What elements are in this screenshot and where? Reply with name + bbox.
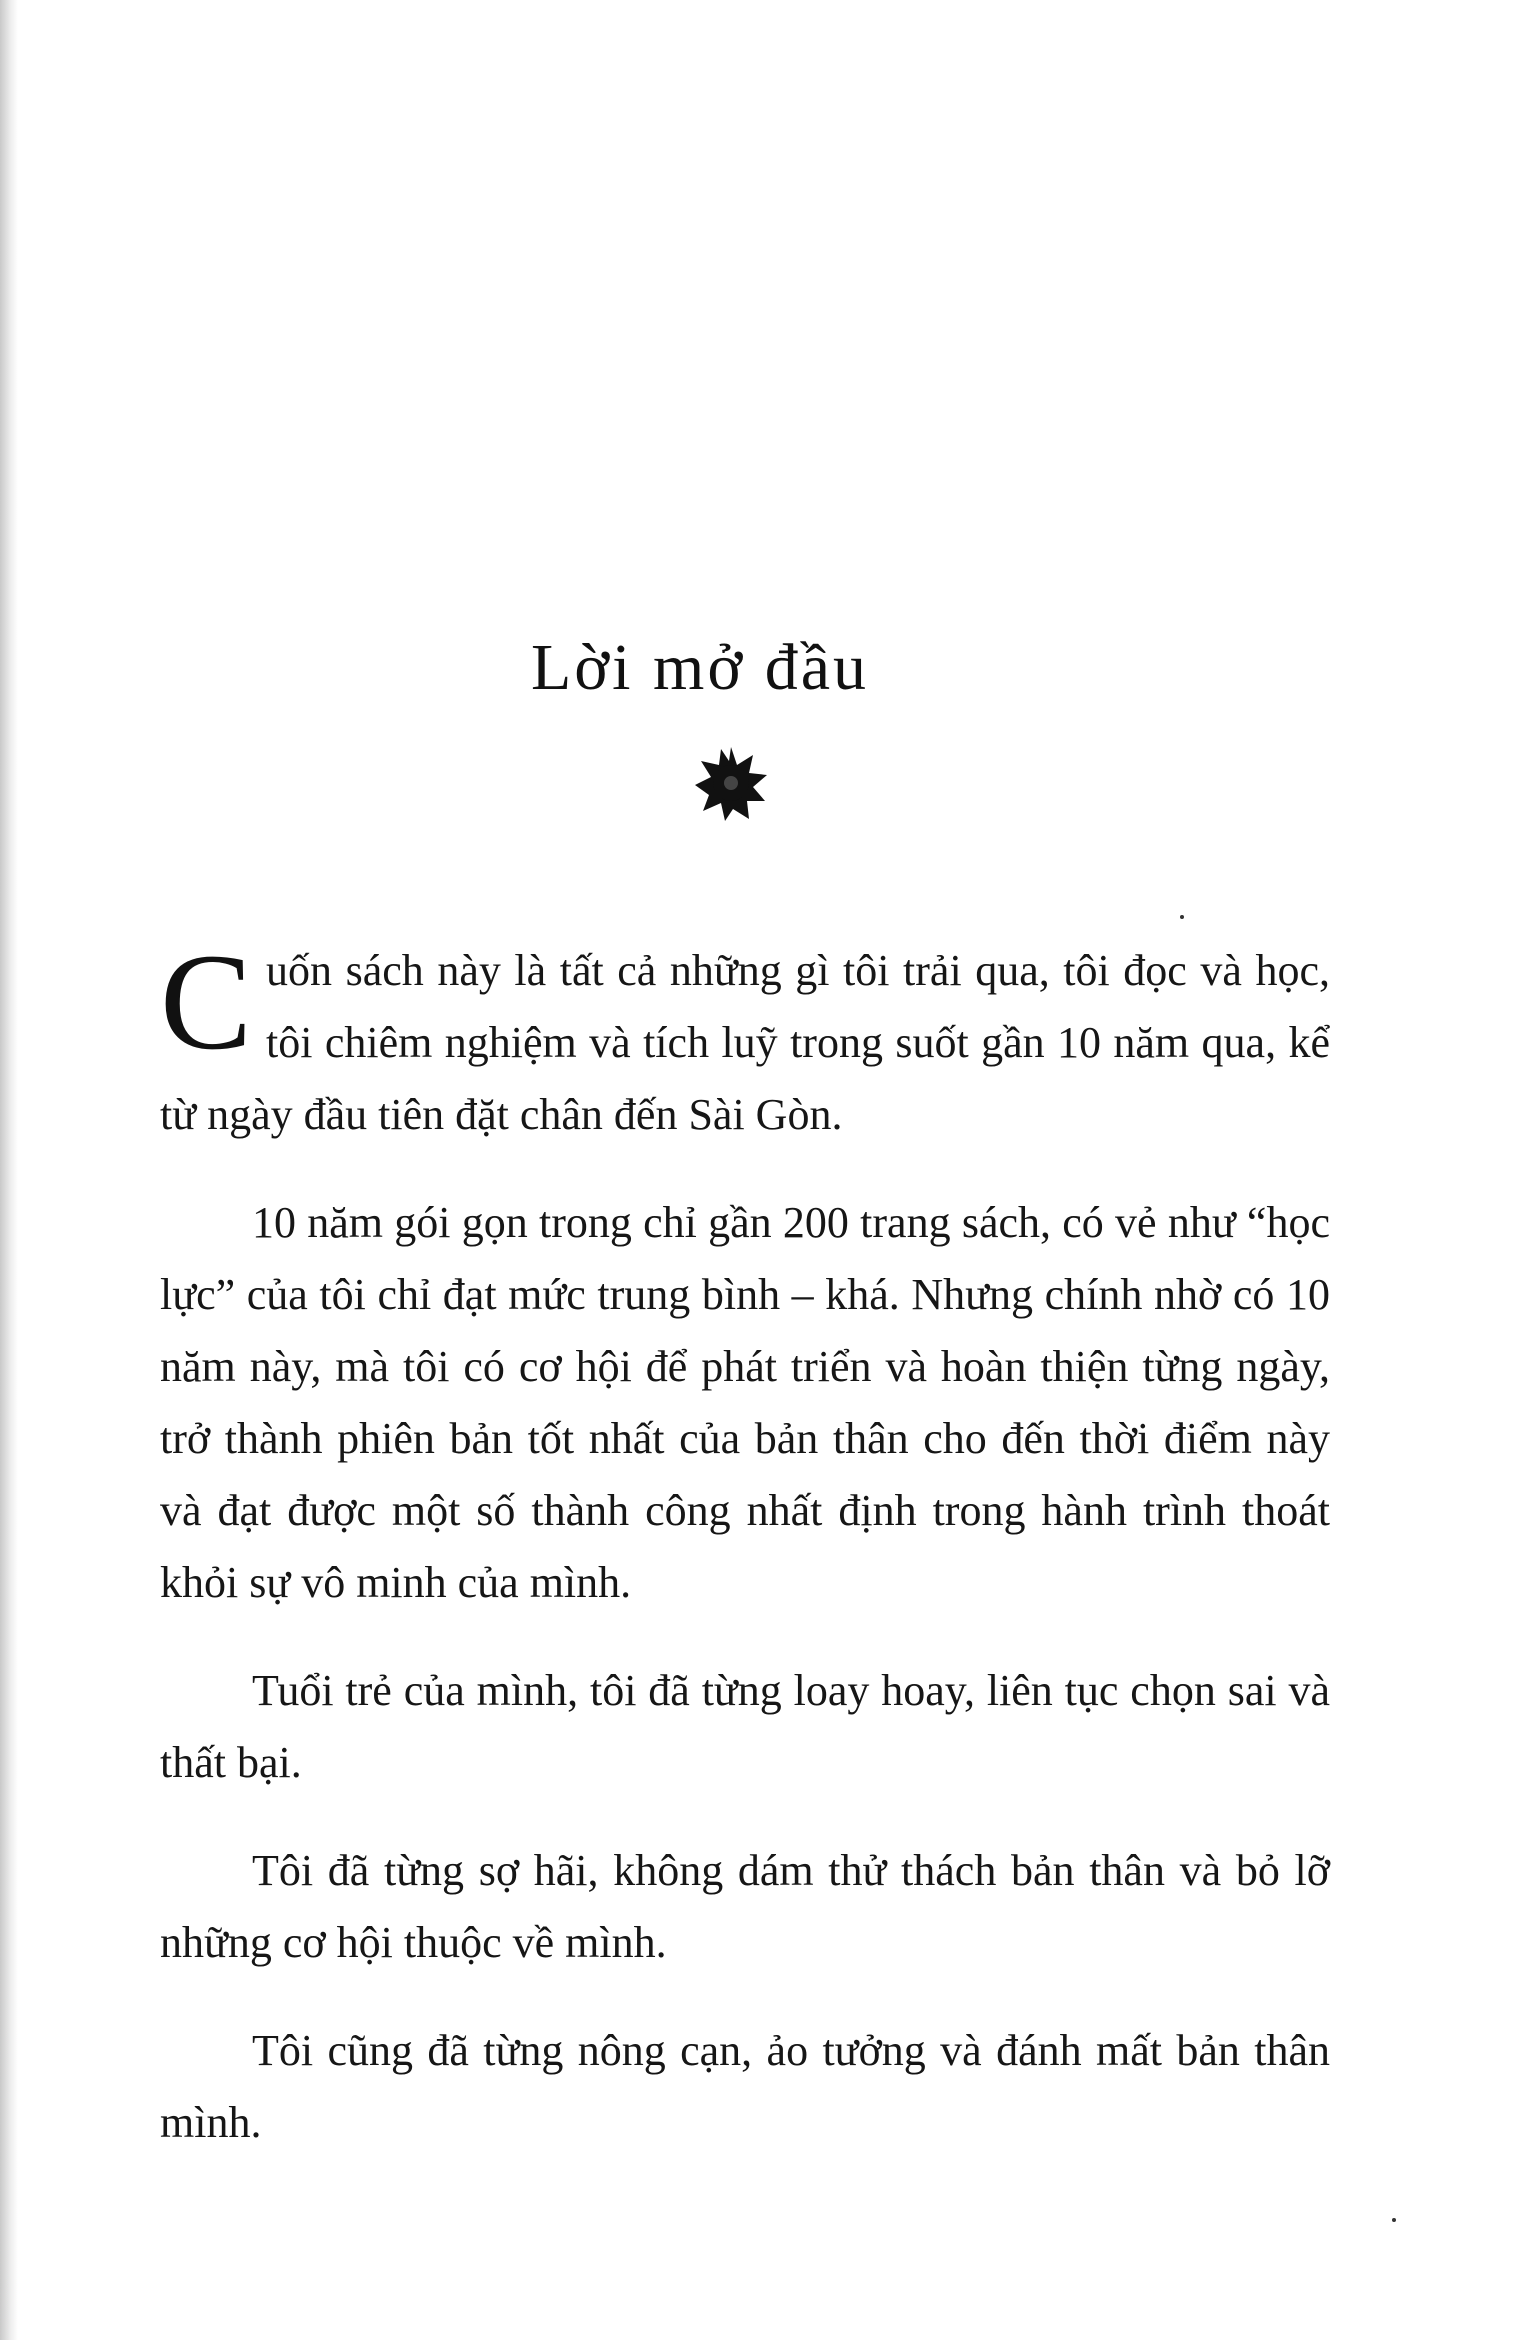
- page-binding-edge: [0, 0, 18, 2340]
- paragraph-4: Tôi đã từng sợ hãi, không dám thử thách bản thân và bỏ lỡ những cơ hội thuộc về mình.: [160, 1846, 1330, 1967]
- paragraph-text: uốn sách này là tất cả những gì tôi trải qua, tôi đọc và học, tôi chiêm nghiệm và tích luỹ trong suốt gần 10 năm qua, kể từ ngày đầu tiên đặt chân đến Sài Gòn.: [160, 946, 1330, 1139]
- star-ornament-icon: [693, 745, 769, 821]
- paragraph-3: Tuổi trẻ của mình, tôi đã từng loay hoay, liên tục chọn sai và thất bại.: [160, 1666, 1330, 1787]
- paragraph-1: [160, 925, 1330, 1151]
- paragraph-2: 10 năm gói gọn trong chỉ gần 200 trang sách, có vẻ như “học lực” của tôi chỉ đạt mức trung bình – khá. Nhưng chính nhờ có 10 năm này, mà tôi có cơ hội để phát triển và hoàn thiện từng ngày, trở thành phiên bản tốt nhất của bản thân cho đến thời điểm này và đạt được một số thành công nhất định trong hành trình thoát khỏi sự vô minh của mình.: [160, 1198, 1330, 1607]
- paper-speck: [1392, 2218, 1396, 2222]
- chapter-title: Lời mở đầu: [530, 631, 870, 704]
- body-text: [160, 925, 1330, 2195]
- drop-cap: C: [160, 925, 253, 1078]
- paper-speck: [1180, 915, 1184, 919]
- paragraph-5: Tôi cũng đã từng nông cạn, ảo tưởng và đánh mất bản thân mình.: [160, 2026, 1330, 2147]
